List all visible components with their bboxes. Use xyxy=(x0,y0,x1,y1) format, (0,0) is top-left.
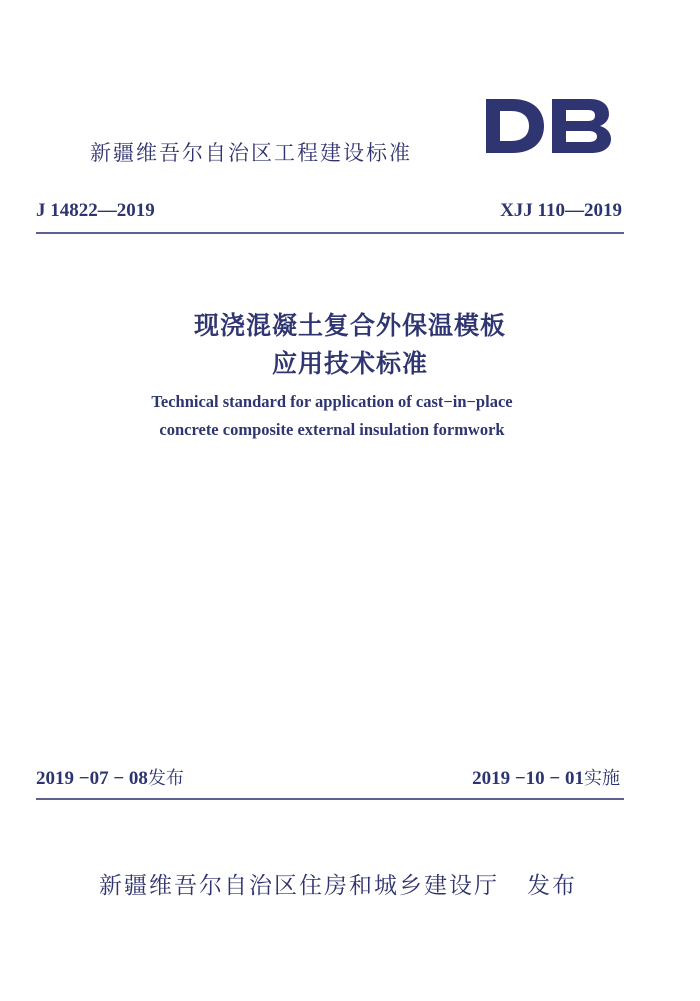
effective-date: 2019 −10 − 01 xyxy=(472,768,584,789)
title-en-line2: concrete composite external insulation formwork xyxy=(159,420,505,439)
issue-date: 2019 −07 − 08 xyxy=(36,768,148,789)
effective-date-block xyxy=(472,764,620,790)
issue-date-block xyxy=(36,764,184,790)
publisher-line xyxy=(0,867,676,900)
record-number: J 14822—2019 xyxy=(36,200,155,221)
issue-label: 发布 xyxy=(147,768,184,789)
title-cn-line1: 现浇混凝土复合外保温模板 xyxy=(193,311,506,340)
publisher-action: 发布 xyxy=(527,873,577,899)
bottom-divider xyxy=(36,798,624,800)
top-divider xyxy=(36,232,624,234)
standard-number: XJJ 110—2019 xyxy=(500,200,622,221)
effective-label: 实施 xyxy=(584,768,620,789)
db-logo xyxy=(482,93,614,157)
title-cn-line2: 应用技术标准 xyxy=(271,349,428,378)
standard-series-title: 新疆维吾尔自治区工程建设标准 xyxy=(90,141,412,165)
publisher-name: 新疆维吾尔自治区住房和城乡建设厅 xyxy=(99,873,499,899)
title-en-line1: Technical standard for application of cast−in−place xyxy=(151,392,513,411)
